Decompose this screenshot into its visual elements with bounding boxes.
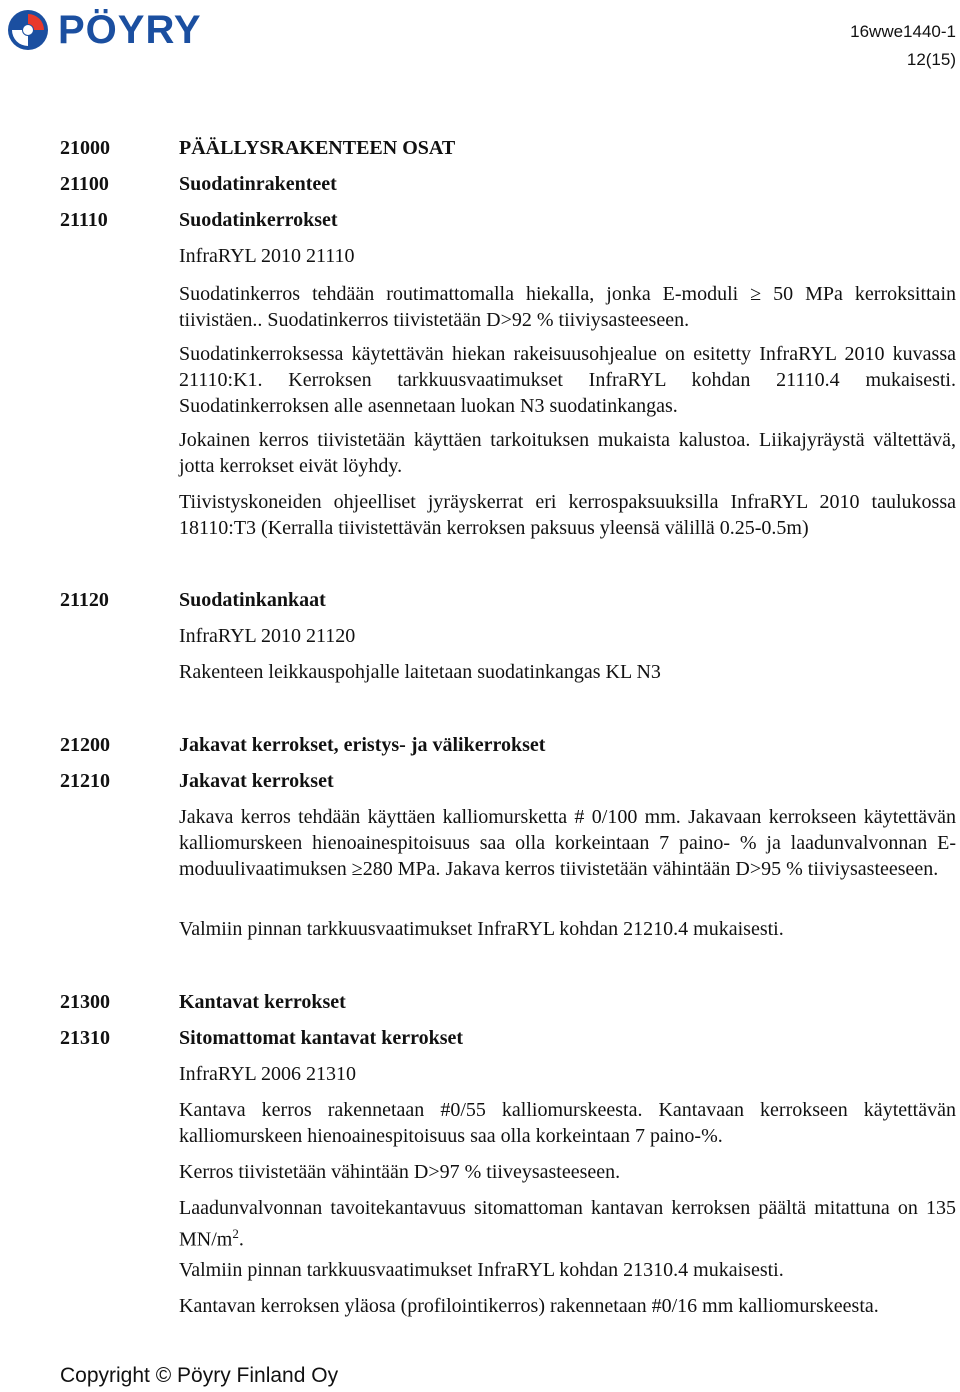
section-title: Suodatinrakenteet	[179, 173, 337, 195]
section-title: Suodatinkankaat	[179, 589, 326, 611]
section-title: PÄÄLLYSRAKENTEEN OSAT	[179, 137, 456, 159]
paragraph-text: Laadunvalvonnan tavoitekantavuus sitomattoman kantavan kerroksen päältä mitattuna on 135 MN/m	[179, 1197, 956, 1251]
section-number: 21120	[60, 589, 109, 611]
paragraph: Suodatinkerros tehdään routimattomalla hiekalla, jonka E-moduli ≥ 50 MPa kerroksittain tiivistäen.. Suodatinkerros tiivistetään D>92 % tiiviysasteeseen.	[179, 283, 956, 331]
section-title: Sitomattomat kantavat kerrokset	[179, 1027, 464, 1049]
section-number: 21300	[60, 991, 110, 1013]
section-number: 21110	[60, 209, 108, 231]
paragraph-text: .	[238, 1228, 244, 1251]
paragraph: Suodatinkerroksessa käytettävän hiekan rakeisuusohjealue on esitetty InfraRYL 2010 kuvassa 21110:K1. Kerroksen tarkkuusvaatimukset InfraRYL kohdan 21110.4 mukaisesti. Suodatinkerroksen alle asennetaan luokan N3 suodatinkangas.	[179, 343, 956, 417]
poyry-logo	[6, 8, 202, 52]
paragraph: Tiivistyskoneiden ohjeelliset jyräyskerrat eri kerrospaksuuksilla InfraRYL 2010 taulukossa 18110:T3 (Kerralla tiivistettävän kerroksen paksuus yleensä välillä 0.25-0.5m)	[179, 491, 956, 539]
section-title: Jakavat kerrokset, eristys- ja välikerrokset	[179, 734, 546, 756]
section-number: 21100	[60, 173, 109, 195]
section-number: 21200	[60, 734, 110, 756]
paragraph: Kantava kerros rakennetaan #0/55 kalliomurskeesta. Kantavaan kerrokseen käytettävän kalliomurskeen hienoainespitoisuus saa olla korkeintaan 7 paino-%.	[179, 1099, 956, 1147]
doc-id: 16wwe1440-1	[850, 22, 956, 41]
page-number: 12(15)	[906, 50, 956, 69]
reference-line: InfraRYL 2010 21110	[179, 245, 355, 267]
reference-line: InfraRYL 2010 21120	[179, 625, 356, 647]
paragraph: Kantavan kerroksen yläosa (profilointikerros) rakennetaan #0/16 mm kalliomurskeesta.	[179, 1295, 879, 1317]
paragraph: Jakava kerros tehdään käyttäen kalliomursketta # 0/100 mm. Jakavaan kerrokseen käytettävän kalliomurskeen hienoainespitoisuus saa olla korkeintaan 7 paino- % ja laadunvalvonnan E-moduulivaatimuksen ≥280 MPa. Jakava kerros tiivistetään vähintään D>95 % tiiviysasteeseen.	[179, 806, 956, 880]
paragraph: Valmiin pinnan tarkkuusvaatimukset InfraRYL kohdan 21210.4 mukaisesti.	[179, 918, 784, 940]
logo-text: PÖYRY	[58, 8, 202, 52]
paragraph: Valmiin pinnan tarkkuusvaatimukset InfraRYL kohdan 21310.4 mukaisesti.	[179, 1259, 784, 1281]
document-reference	[850, 18, 956, 74]
section-number: 21210	[60, 770, 110, 792]
superscript: 2	[232, 1226, 239, 1241]
paragraph	[179, 1195, 956, 1253]
reference-line: InfraRYL 2006 21310	[179, 1063, 357, 1085]
section-title: Suodatinkerrokset	[179, 209, 338, 231]
paragraph: Rakenteen leikkauspohjalle laitetaan suodatinkangas KL N3	[179, 661, 661, 683]
copyright-footer: Copyright © Pöyry Finland Oy	[60, 1364, 339, 1387]
section-number: 21000	[60, 137, 110, 159]
section-title: Jakavat kerrokset	[179, 770, 334, 792]
paragraph: Kerros tiivistetään vähintään D>97 % tiiveysasteeseen.	[179, 1161, 621, 1183]
paragraph: Jokainen kerros tiivistetään käyttäen tarkoituksen mukaista kalustoa. Liikajyräystä vältettävä, jotta kerrokset eivät löyhdy.	[179, 429, 956, 477]
section-title: Kantavat kerrokset	[179, 991, 346, 1013]
section-number: 21310	[60, 1027, 110, 1049]
poyry-swirl-icon	[6, 8, 50, 52]
